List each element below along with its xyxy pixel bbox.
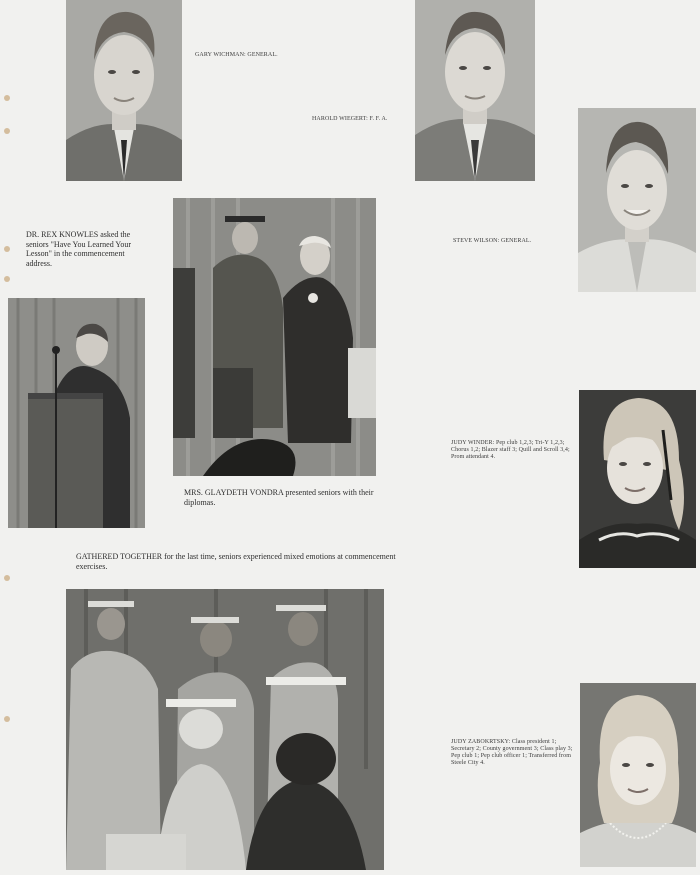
binder-hole [4,128,10,134]
caption-gary-wichman: GARY WICHMAN: GENERAL. [195,52,278,58]
binder-hole [4,95,10,101]
portrait-gary-wichman [66,0,182,181]
story-gathered: GATHERED TOGETHER for the last time, seniors experienced mixed emotions at commencement exercises. [76,552,396,571]
portrait-steve-wilson [578,108,696,292]
binder-hole [4,276,10,282]
portrait-judy-winder [579,390,696,568]
binder-hole [4,575,10,581]
story-knowles: DR. REX KNOWLES asked the seniors "Have You Learned Your Lesson" in the commencement address. [26,230,132,268]
photo-knowles-speaker [8,298,145,528]
portrait-harold-wiegert [415,0,535,181]
caption-harold-wiegert: HAROLD WIEGERT: F. F. A. [312,116,388,122]
story-vondra: MRS. GLAYDETH VONDRA presented seniors with their diplomas. [184,488,374,507]
photo-graduates-group [66,589,384,870]
binder-hole [4,246,10,252]
caption-judy-winder: JUDY WINDER: Pep club 1,2,3; Tri-Y 1,2,3; Chorus 1,2; Blazer staff 3; Quill and Scroll 3,4; Prom attendant 4. [451,440,570,460]
binder-hole [4,716,10,722]
photo-diploma-presentation [173,198,376,476]
portrait-judy-zabokrtsky [580,683,696,867]
caption-judy-zabokrtsky: JUDY ZABOKRTSKY: Class president 1; Secretary 2; County government 3; Class play 3; Pep club 1; Pep club officer 1; Transferred from Steele City 4. [451,739,573,766]
caption-steve-wilson: STEVE WILSON: GENERAL. [453,238,532,244]
